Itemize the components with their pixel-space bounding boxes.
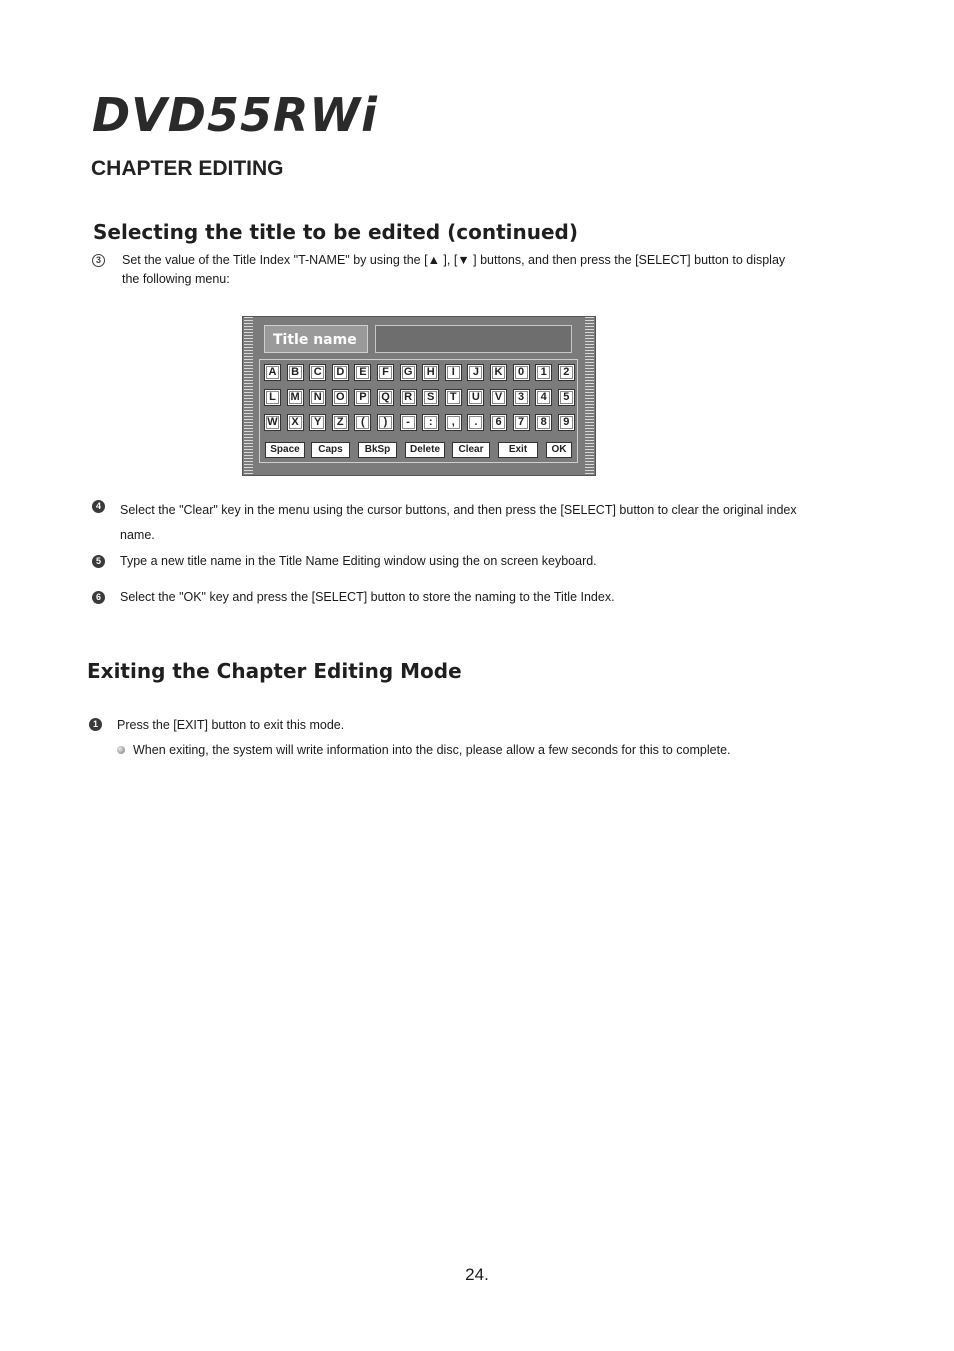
key-2-10[interactable]: 6 (490, 414, 507, 431)
key-0-10[interactable]: K (490, 364, 507, 381)
up-arrow-icon: ▲ (427, 253, 440, 267)
step-3-text-c: ] buttons, and then press the [SELECT] button to display (469, 253, 786, 267)
key-2-9[interactable]: . (467, 414, 484, 431)
key-2-6[interactable]: - (400, 414, 417, 431)
key-0-12[interactable]: 1 (535, 364, 552, 381)
key-1-5[interactable]: Q (377, 389, 394, 406)
delete-key[interactable]: Delete (405, 442, 445, 458)
backspace-key[interactable]: BkSp (358, 442, 397, 458)
step-4-line2: name. (120, 528, 155, 542)
key-2-5[interactable]: ) (377, 414, 394, 431)
key-1-6[interactable]: R (400, 389, 417, 406)
key-1-9[interactable]: U (467, 389, 484, 406)
key-2-12[interactable]: 8 (535, 414, 552, 431)
key-0-13[interactable]: 2 (558, 364, 575, 381)
key-1-12[interactable]: 4 (535, 389, 552, 406)
clear-key[interactable]: Clear (452, 442, 490, 458)
panel-stripe-right (585, 317, 594, 475)
key-0-3[interactable]: D (332, 364, 349, 381)
exit-step-text: Press the [EXIT] button to exit this mode. (117, 718, 345, 732)
key-0-7[interactable]: H (422, 364, 439, 381)
step-3-text-a: Set the value of the Title Index "T-NAME" by using the [ (122, 253, 428, 267)
key-2-1[interactable]: X (287, 414, 304, 431)
section-title: CHAPTER EDITING (91, 157, 284, 180)
key-0-4[interactable]: E (354, 364, 371, 381)
key-1-2[interactable]: N (309, 389, 326, 406)
exiting-heading: Exiting the Chapter Editing Mode (87, 659, 462, 683)
step-4-text (120, 498, 840, 548)
key-1-13[interactable]: 5 (558, 389, 575, 406)
key-0-9[interactable]: J (467, 364, 484, 381)
key-0-0[interactable]: A (264, 364, 281, 381)
step-3-text-b: ], [ (439, 253, 458, 267)
page-number: 24. (465, 1265, 489, 1284)
step-number-3: 3 (92, 254, 105, 267)
key-0-6[interactable]: G (400, 364, 417, 381)
key-2-8[interactable]: , (445, 414, 462, 431)
key-0-1[interactable]: B (287, 364, 304, 381)
key-1-10[interactable]: V (490, 389, 507, 406)
key-0-5[interactable]: F (377, 364, 394, 381)
key-2-0[interactable]: W (264, 414, 281, 431)
step-6-text: Select the "OK" key and press the [SELECT] button to store the naming to the Title Index. (120, 590, 615, 604)
bullet-icon (117, 746, 125, 754)
key-2-11[interactable]: 7 (513, 414, 530, 431)
step-4-line1: Select the "Clear" key in the menu using the cursor buttons, and then press the [SELECT] button to clear the original index (120, 503, 797, 517)
key-0-2[interactable]: C (309, 364, 326, 381)
title-name-field[interactable] (375, 325, 572, 353)
exit-note: When exiting, the system will write information into the disc, please allow a few seconds for this to complete. (133, 743, 731, 757)
key-2-4[interactable]: ( (354, 414, 371, 431)
down-arrow-icon: ▼ (457, 253, 470, 267)
selecting-heading: Selecting the title to be edited (continued) (93, 220, 578, 244)
product-logo: DVD55RWi (92, 88, 378, 142)
step-number-5: 5 (92, 555, 105, 568)
key-2-13[interactable]: 9 (558, 414, 575, 431)
key-2-2[interactable]: Y (309, 414, 326, 431)
key-0-8[interactable]: I (445, 364, 462, 381)
step-3-text-d: the following menu: (122, 272, 230, 286)
key-1-0[interactable]: L (264, 389, 281, 406)
key-1-7[interactable]: S (422, 389, 439, 406)
title-name-label: Title name (264, 325, 368, 353)
step-number-6: 6 (92, 591, 105, 604)
key-2-3[interactable]: Z (332, 414, 349, 431)
caps-key[interactable]: Caps (311, 442, 350, 458)
exit-key[interactable]: Exit (498, 442, 538, 458)
ok-key[interactable]: OK (546, 442, 572, 458)
step-number-4: 4 (92, 500, 105, 513)
key-0-11[interactable]: 0 (513, 364, 530, 381)
step-3-text (122, 251, 822, 289)
key-1-8[interactable]: T (445, 389, 462, 406)
space-key[interactable]: Space (265, 442, 305, 458)
panel-stripe-left (244, 317, 253, 475)
step-5-text: Type a new title name in the Title Name Editing window using the on screen keyboard. (120, 554, 597, 568)
key-1-3[interactable]: O (332, 389, 349, 406)
key-1-1[interactable]: M (287, 389, 304, 406)
key-2-7[interactable]: : (422, 414, 439, 431)
key-1-11[interactable]: 3 (513, 389, 530, 406)
key-1-4[interactable]: P (354, 389, 371, 406)
title-name-keyboard-panel (242, 316, 596, 476)
step-number-1: 1 (89, 718, 102, 731)
